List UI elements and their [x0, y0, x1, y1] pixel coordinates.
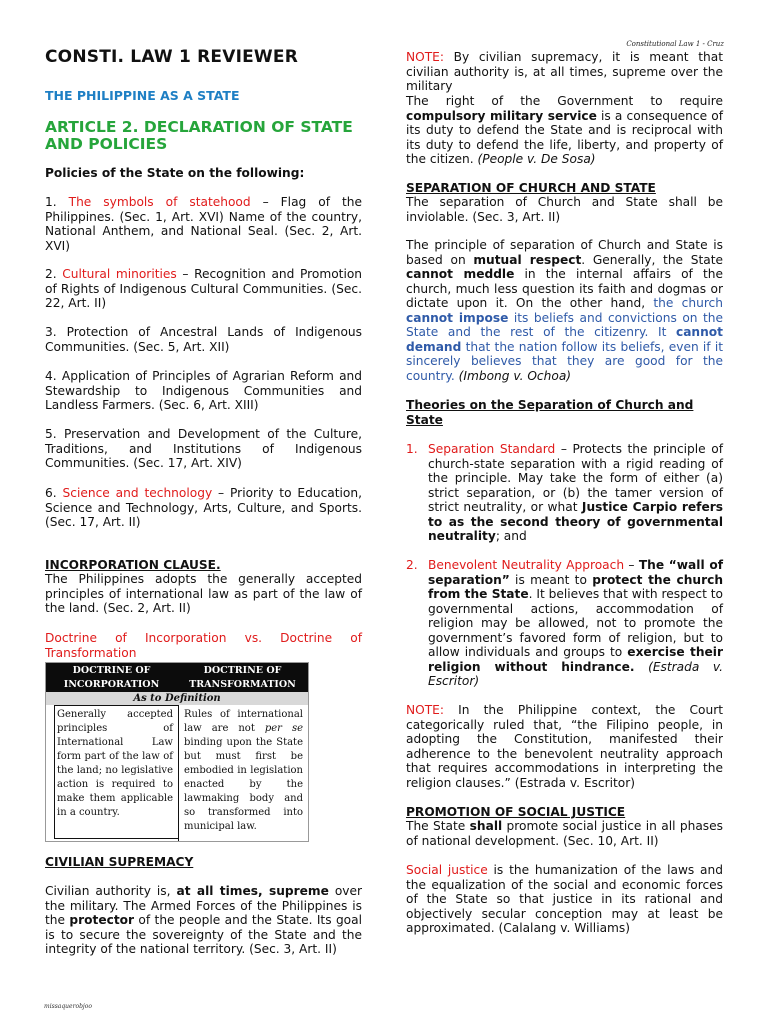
separation-text: The separation of Church and State shall be inviolable. (Sec. 3, Art. II): [406, 195, 723, 224]
military-service-text: The right of the Government to require compulsory military service is a consequence of its duty to defend the State and is reciprocal with its duty to defend the life, liberty, and property of the citizen. (People v. De Sosa): [406, 94, 723, 166]
incorporation-text: The Philippines adopts the generally accepted principles of international law as part of the law of the land. (Sec. 2, Art. II): [45, 572, 362, 615]
table-divider: [178, 705, 179, 841]
theory-item: 2. Benevolent Neutrality Approach – The “wall of separation” is meant to protect the church from the State. It believes that with respect to governmental actions, accommodation of religion may be allowed, not to promote the government’s favored form of religion, but to allow individuals and groups to exercise their religion without hindrance. (Estrada v. Escritor): [406, 558, 724, 688]
civilian-text: Civilian authority is, at all times, supreme over the military. The Armed Forces of the Philippines is the protector of the people and the State. Its goal is to secure the sovereignty of the State and the integrity of the national territory. (Sec. 3, Art. II): [45, 884, 363, 956]
header-note: Constitutional Law 1 - Cruz: [626, 40, 724, 48]
policy-item: 1. The symbols of statehood – Flag of the Philippines. (Sec. 1, Art. XVI) Name of the country, National Anthem, and National Seal. (Sec. 2, Art. XVI): [45, 195, 362, 253]
social-justice-heading: PROMOTION OF SOCIAL JUSTICE: [406, 805, 626, 819]
policy-item: 6. Science and technology – Priority to Education, Science and Technology, Arts, Culture, and Sports. (Sec. 17, Art. II): [45, 486, 362, 529]
doctrine-heading: Doctrine of Incorporation vs. Doctrine of Transformation: [45, 631, 362, 660]
note-civilian-supremacy: NOTE: By civilian supremacy, it is meant that civilian authority is, at all times, supreme over the military: [406, 50, 723, 93]
policy-item: 2. Cultural minorities – Recognition and Promotion of Rights of Indigenous Cultural Communities. (Sec. 22, Art. II): [45, 267, 363, 310]
table-subheader: As to Definition: [46, 692, 308, 705]
policy-item: 5. Preservation and Development of the Culture, Traditions, and Institutions of Indigenous Communities. (Sec. 17, Art. XIV): [45, 427, 363, 470]
principle-text: The principle of separation of Church and State is based on mutual respect. Generally, the State cannot meddle in the internal affairs of the church, much less question its faith and dogmas or dictate upon it. On the other hand, the church cannot impose its beliefs and convictions on the State and the rest of the citizenry. It cannot demand that the nation follow its beliefs, even if it sincerely believes that they are good for the country. (Imbong v. Ochoa): [406, 238, 724, 383]
article-title: ARTICLE 2. DECLARATION OF STATE AND POLICIES: [45, 118, 353, 153]
policy-item: 4. Application of Principles of Agrarian Reform and Stewardship to Indigenous Communities and Landless Farmers. (Sec. 6, Art. XIII): [45, 369, 363, 412]
social-justice-definition: Social justice is the humanization of the laws and the equalization of the social and economic forces of the State so that justice in its rational and objectively secular conception may at least be approximated. (Calalang v. Williams): [406, 863, 723, 935]
policy-item: 3. Protection of Ancestral Lands of Indigenous Communities. (Sec. 5, Art. XII): [45, 325, 363, 354]
section-subtitle: THE PHILIPPINE AS A STATE: [45, 88, 240, 103]
civilian-heading: CIVILIAN SUPREMACY: [45, 855, 194, 869]
table-header-transformation: DOCTRINE OF TRANSFORMATION: [189, 665, 296, 690]
table-header: [46, 663, 308, 692]
social-justice-text: The State shall promote social justice in all phases of national development. (Sec. 10, Art. II): [406, 819, 723, 848]
document-title: CONSTI. LAW 1 REVIEWER: [45, 47, 298, 67]
table-cell-incorporation: Generally accepted principles of International Law form part of the law of the land; no legislative action is required to make them applicable in a country.: [57, 709, 173, 818]
theory-item: 1. Separation Standard – Protects the principle of church-state separation with a rigid reading of the principle. May take the form of either (a) strict separation, or (b) the tamer version of strict neutrality, or what Justice Carpio refers to as the second theory of governmental neutrality; and: [406, 442, 723, 543]
doctrine-comparison-table: [45, 662, 309, 842]
note-benevolent-neutrality: NOTE: In the Philippine context, the Court categorically ruled that, “the Filipino people, in adopting the Constitution, manifested their adherence to the benevolent neutrality approach that requires accommodations in interpreting the religion clauses.” (Estrada v. Escritor): [406, 703, 723, 790]
table-cell-transformation: Rules of international law are not per se binding upon the State but must first be embodied in legislation enacted by the lawmaking body and so transformed into municipal law.: [184, 709, 304, 832]
policies-heading: Policies of the State on the following:: [45, 166, 305, 180]
table-header-incorporation: DOCTRINE OF INCORPORATION: [63, 665, 160, 690]
theories-heading: Theories on the Separation of Church and State: [406, 398, 694, 427]
incorporation-heading: INCORPORATION CLAUSE.: [45, 558, 221, 572]
footer-signature: missaquerobjoo: [44, 1003, 93, 1010]
separation-heading: SEPARATION OF CHURCH AND STATE: [406, 181, 656, 195]
